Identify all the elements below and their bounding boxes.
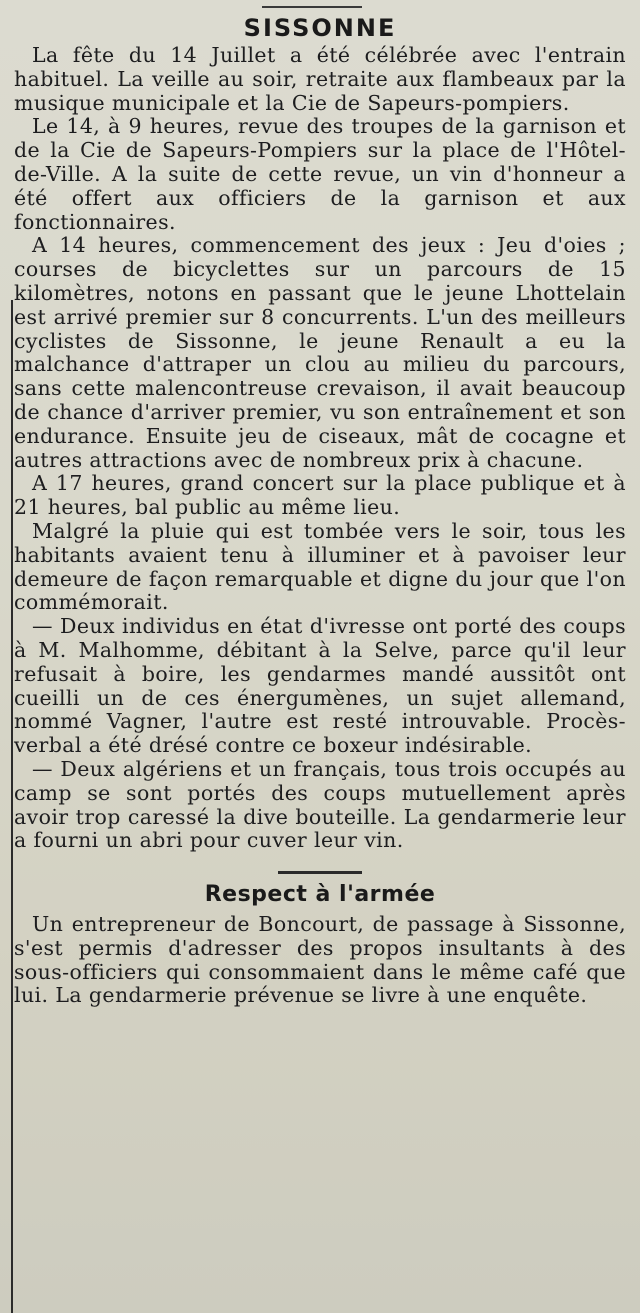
- paragraph: Un entrepreneur de Boncourt, de passage à Sissonne, s'est permis d'adresser des propos insultants à des sous-officiers qui consommaient dans le même café que lui. La gendarmerie prévenue se livre à une enquête.: [14, 912, 626, 1008]
- article-headline: SISSONNE: [243, 14, 397, 42]
- paragraph: A 17 heures, grand concert sur la place publique et à 21 heures, bal public au même lieu.: [14, 471, 626, 520]
- top-rule: [262, 6, 362, 8]
- second-article-body: [14, 913, 626, 1008]
- column-rule: [11, 300, 13, 1313]
- news-column: [14, 14, 626, 1008]
- section-separator: [278, 871, 362, 874]
- paragraph: Malgré la pluie qui est tombée vers le soir, tous les habitants avaient tenu à illuminer et à pavoiser leur demeure de façon remarquable et digne du jour que l'on commémorait.: [14, 518, 626, 615]
- second-article-headline: Respect à l'armée: [204, 882, 436, 908]
- paragraph: La fête du 14 Juillet a été célébrée avec l'entrain habituel. La veille au soir, retraite aux flambeaux par la musique municipale et la Cie de Sapeurs-pompiers.: [14, 43, 626, 115]
- paragraph: — Deux individus en état d'ivresse ont porté des coups à M. Malhomme, débitant à la Selve, parce qu'il leur refusait à boire, les gendarmes mandé aussitôt ont cueilli un de ces énergumènes, un sujet allemand, nommé Vagner, l'autre est resté introuvable. Procès-verbal a été drésé contre ce boxeur indésirable.: [14, 614, 626, 758]
- paragraph: A 14 heures, commencement des jeux : Jeu d'oies ; courses de bicyclettes sur un parcours de 15 kilomètres, notons en passant que le jeune Lhottelain est arrivé premier sur 8 concurrents. L'un des meilleurs cyclistes de Sissonne, le jeune Renault a eu la malchance d'attraper un clou au milieu du parcours, sans cette malencontreuse crevaison, il avait beaucoup de chance d'arriver premier, vu son entraînement et son endurance. Ensuite jeu de ciseaux, mât de cocagne et autres attractions avec de nombreux prix à chacune.: [14, 233, 626, 472]
- paragraph: — Deux algériens et un français, tous trois occupés au camp se sont portés des coups mutuellement après avoir trop caressé la dive bouteille. La gendarmerie leur a fourni un abri pour cuver leur vin.: [14, 756, 626, 853]
- article-body: [14, 44, 626, 853]
- paragraph: Le 14, à 9 heures, revue des troupes de la garnison et de la Cie de Sapeurs-Pompiers sur la place de l'Hôtel-de-Ville. A la suite de cette revue, un vin d'honneur a été offert aux officiers de la garnison et aux fonctionnaires.: [14, 114, 626, 234]
